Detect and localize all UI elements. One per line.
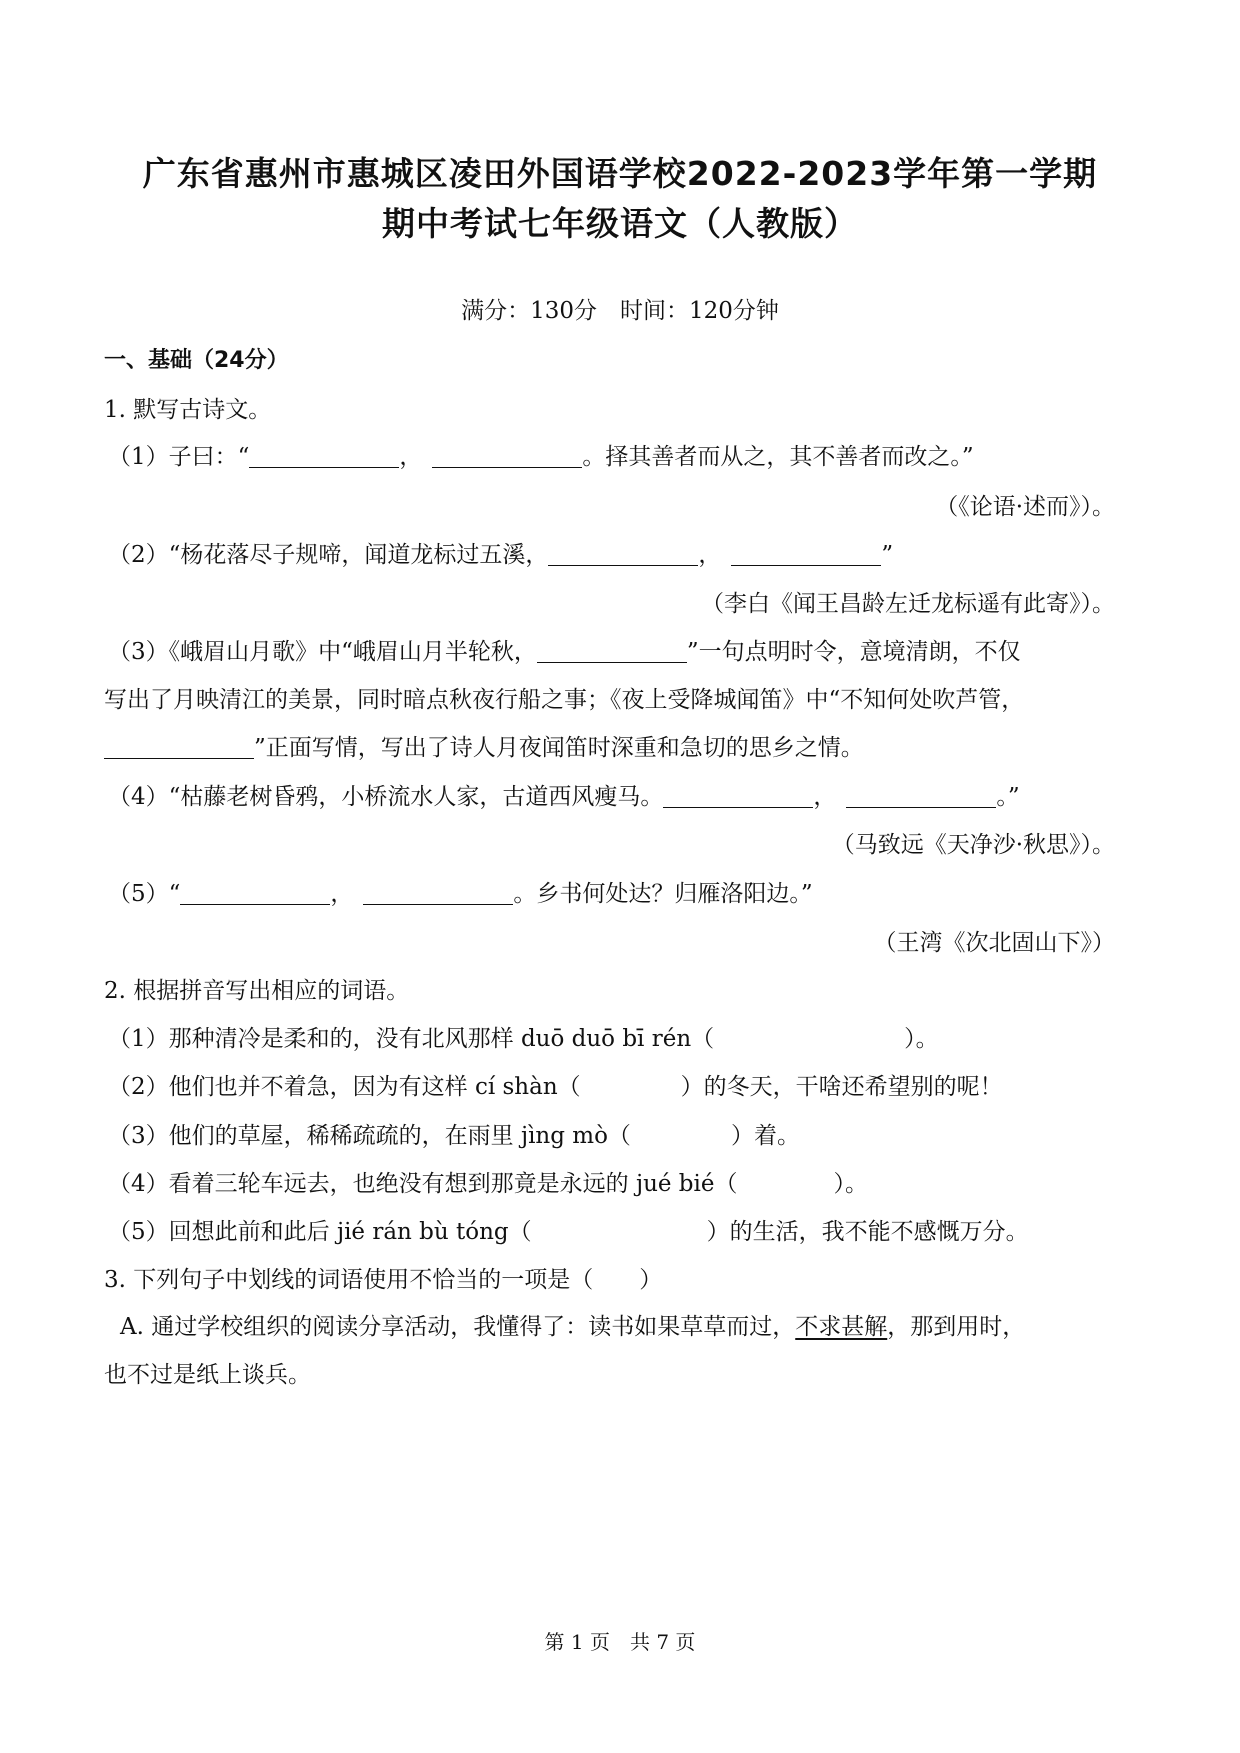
q1-item3-suffix: ”一句点明时令，意境清朗，不仅 — [686, 639, 1021, 665]
q2-item5-suffix: ）的生活，我不能不感慨万分。 — [706, 1219, 1029, 1245]
answer-blank[interactable] — [363, 880, 513, 905]
q1-item2-source: （李白《闻王昌龄左迁龙标遥有此寄》）。 — [701, 591, 1115, 617]
q1-item3-line3-text: ”正面写情，写出了诗人月夜闻笛时深重和急切的思乡之情。 — [254, 735, 864, 761]
q3-option-a-pre: A. 通过学校组织的阅读分享活动，我懂得了：读书如果草草而过， — [120, 1314, 796, 1340]
answer-blank[interactable] — [432, 443, 582, 468]
q1-item1-prefix: （1）子曰：“ — [108, 444, 250, 470]
q2-item3-prefix: （3）他们的草屋，稀稀疏疏的，在雨里 jìng mò（ — [108, 1123, 631, 1149]
q1-item5-suffix: 。乡书何处达？归雁洛阳边。” — [513, 881, 813, 907]
q1-item5 — [108, 879, 813, 909]
exam-title-line2: 期中考试七年级语文（人教版） — [382, 204, 858, 243]
q2-item1-prefix: （1）那种清冷是柔和的，没有北风那样 duō duō bī rén（ — [108, 1026, 715, 1052]
exam-title-line1: 广东省惠州市惠城区凌田外国语学校2022-2023学年第一学期 — [142, 154, 1098, 193]
q1-item2 — [108, 540, 893, 570]
q1-item5-sep: ， — [330, 881, 354, 907]
answer-blank[interactable] — [846, 783, 996, 808]
section-heading-basics: 一、基础（24分） — [104, 348, 289, 373]
answer-blank[interactable] — [249, 443, 399, 468]
q2-item3 — [108, 1121, 800, 1151]
q1-item4-source: （马致远《天净沙·秋思》）。 — [831, 832, 1115, 858]
q3-stem: 3. 下列句子中划线的词语使用不恰当的一项是（ ） — [104, 1267, 663, 1293]
q2-stem: 2. 根据拼音写出相应的词语。 — [104, 978, 410, 1004]
q2-item1 — [108, 1024, 939, 1054]
q2-item1-suffix: ）。 — [904, 1026, 939, 1052]
q1-item4-prefix: （4）“枯藤老树昏鸦，小桥流水人家，古道西风瘦马。 — [108, 784, 664, 810]
page-footer: 第 1 页 共 7 页 — [544, 1630, 696, 1654]
q1-item2-sep: ， — [698, 542, 722, 568]
q1-item1-sep: ， — [399, 444, 423, 470]
q1-item3-prefix: （3）《峨眉山月歌》中“峨眉山月半轮秋， — [108, 639, 537, 665]
q2-item4-suffix: ）。 — [833, 1171, 869, 1197]
q1-item1-suffix: 。择其善者而从之，其不善者而改之。” — [582, 444, 974, 470]
q1-item3-line1 — [108, 637, 1021, 667]
q1-item4 — [108, 782, 1020, 812]
answer-blank[interactable] — [663, 783, 813, 808]
q1-item4-suffix: 。” — [996, 784, 1020, 810]
q1-item5-prefix: （5）“ — [108, 881, 181, 907]
answer-blank[interactable] — [537, 638, 687, 663]
q2-item4 — [108, 1169, 868, 1199]
q1-item1 — [108, 442, 974, 472]
q1-stem: 1. 默写古诗文。 — [104, 397, 272, 423]
q1-item5-source: （王湾《次北固山下》） — [873, 930, 1115, 956]
answer-blank[interactable] — [180, 880, 330, 905]
q2-item5 — [108, 1217, 1029, 1247]
answer-blank[interactable] — [104, 734, 254, 759]
q1-item3-line2: 写出了月映清江的美景，同时暗点秋夜行船之事；《夜上受降城闻笛》中“不知何处吹芦管， — [104, 687, 1025, 713]
q3-option-a-line2: 也不过是纸上谈兵。 — [104, 1362, 311, 1388]
q2-item2-suffix: ）的冬天，干啥还希望别的呢！ — [680, 1074, 1003, 1100]
q1-item4-sep: ， — [813, 784, 837, 810]
q2-item2 — [108, 1072, 1003, 1102]
q3-option-a-post: ，那到用时， — [887, 1314, 1026, 1340]
q2-item3-suffix: ）着。 — [730, 1123, 800, 1149]
answer-blank[interactable] — [731, 541, 881, 566]
q1-item2-suffix: ” — [881, 542, 894, 568]
q1-item2-prefix: （2）“杨花落尽子规啼，闻道龙标过五溪， — [108, 542, 549, 568]
q2-item5-prefix: （5）回想此前和此后 jié rán bù tóng（ — [108, 1219, 532, 1245]
underlined-phrase: 不求甚解 — [795, 1314, 888, 1340]
q2-item2-prefix: （2）他们也并不着急，因为有这样 cí shàn（ — [108, 1074, 581, 1100]
q3-option-a — [120, 1312, 1025, 1342]
answer-blank[interactable] — [548, 541, 698, 566]
q1-item1-source: （《论语·述而》）。 — [935, 494, 1115, 520]
q2-item4-prefix: （4）看着三轮车远去，也绝没有想到那竟是永远的 jué bié（ — [108, 1171, 738, 1197]
q1-item3-line3 — [104, 733, 864, 763]
score-time-info: 满分：130分 时间：120分钟 — [461, 298, 779, 324]
